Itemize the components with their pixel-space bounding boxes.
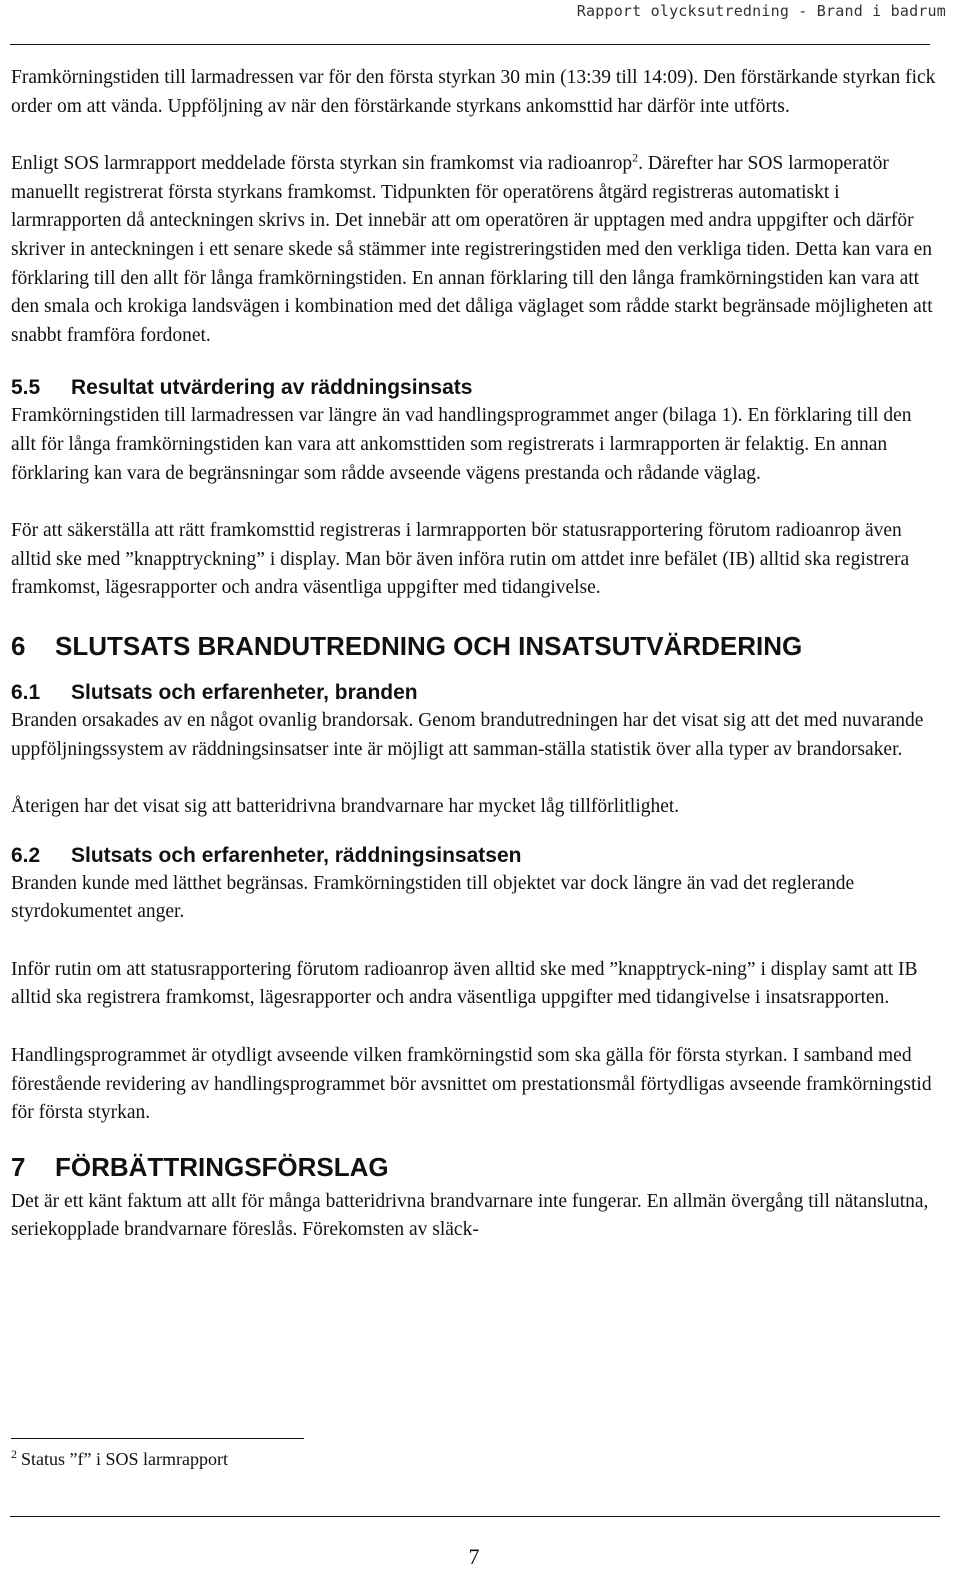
footnote-reference: 2: [632, 150, 639, 165]
section-heading-6: [11, 631, 936, 661]
paragraph-action-program: Handlingsprogrammet är otydligt avseende vilken framkörningstid som ska gälla för första styrkan. I samband med förestående revidering av handlingsprogrammet bör avsnittet om prestationsmål förtydligas avseende framkörningstid för första styrkan.: [11, 1045, 932, 1124]
paragraph-text: . Därefter har SOS larmoperatör manuellt registrerat första styrkans framkomst. Tidpunkten för operatörens åtgärd registreras automatiskt i larmrapporten då anteckningen skrivs in. Det innebär att om operatören är upptagen med andra uppgifter och därför skriver in anteckningen i ett senare skede så stämmer inte registreringstiden med den verkliga tiden. Detta kan vara en förklaring till den allt för långa framkörningstiden. En annan förklaring till den långa framkörningstiden kan vara att den smala och krokiga landsvägen i kombination med det dåliga väglaget som rådde starkt begränsade möjligheten att snabbt framföra fordonet.: [11, 153, 933, 346]
section-title: SLUTSATS BRANDUTREDNING OCH INSATSUTVÄRDERING: [55, 630, 803, 661]
paragraph-response-time: Framkörningstiden till larmadressen var för den första styrkan 30 min (13:39 till 14:09). Den förstärkande styrkan fick order om att vända. Uppföljning av när den förstärkande styrkans ankomsttid har därför inte utförts.: [11, 67, 936, 117]
section-heading-6-2: [11, 842, 936, 870]
section-heading-7: [11, 1152, 936, 1182]
page-content: [11, 64, 936, 1245]
section-number: 6.1: [11, 680, 41, 704]
section-number: 6.2: [11, 843, 41, 867]
header-rule: [10, 44, 930, 45]
section-heading-6-1: [11, 679, 936, 707]
section-title: Slutsats och erfarenheter, branden: [71, 680, 418, 704]
paragraph-routine: Inför rutin om att statusrapportering förutom radioanrop även alltid ske med ”knapptryck-ning” i display samt att IB alltid ska registrera framkomst, lägesrapporter och andra väsentliga uppgifter med tidangivelse i insatsrapporten.: [11, 958, 918, 1009]
paragraph-text: Enligt SOS larmrapport meddelade första styrkan sin framkomst via radioanrop: [11, 153, 633, 175]
paragraph-evaluation: Framkörningstiden till larmadressen var längre än vad handlingsprogrammet anger (bilaga 1). En förklaring till den allt för långa framkörningstiden kan vara att ankomsttiden som registrerats i larmrapporten är felaktig. En annan förklaring kan vara de begränsningar som rådde avseende vägens prestanda och rådande väglag.: [11, 405, 912, 484]
footnote-marker: 2: [11, 1447, 17, 1461]
section-title: Resultat utvärdering av räddningsinsats: [71, 376, 473, 400]
paragraph-containment: Branden kunde med lätthet begränsas. Framkörningstiden till objektet var dock längre än vad det reglerande styrdokumentet anger.: [11, 872, 855, 923]
footer-rule: [10, 1516, 940, 1517]
footnote-text: Status ”f” i SOS larmrapport: [21, 1449, 228, 1469]
section-title: Slutsats och erfarenheter, räddningsinsatsen: [71, 843, 522, 867]
section-heading-5-5: [11, 374, 936, 402]
section-title: FÖRBÄTTRINGSFÖRSLAG: [55, 1151, 389, 1182]
footnote: [11, 1448, 228, 1470]
paragraph-improvements: Det är ett känt faktum att allt för många batteridrivna brandvarnare inte fungerar. En allmän övergång till nätanslutna, seriekopplade brandvarnare föreslås. Förekomsten av släck-: [11, 1190, 929, 1241]
section-number: 6: [11, 630, 26, 661]
page-number: 7: [468, 1544, 480, 1569]
paragraph-sos-report: [11, 150, 936, 350]
footnote-separator: [11, 1438, 304, 1439]
paragraph-status-reporting: För att säkerställa att rätt framkomsttid registreras i larmrapporten bör statusrapportering förutom radioanrop även alltid ske med ”knapptryckning” i display. Man bör även införa rutin om attdet inre befälet (IB) alltid ska registrera framkomst, lägesrapporter och andra väsentliga uppgifter med tidangivelse.: [11, 520, 910, 599]
paragraph-fire-cause: Branden orsakades av en något ovanlig brandorsak. Genom brandutredningen har det visat sig att det med nuvarande uppföljningssystem av räddningsinsatser inte är möjligt att samman-ställa statistik över alla typer av brandorsaker.: [11, 709, 924, 760]
section-number: 7: [11, 1151, 26, 1182]
running-header: Rapport olycksutredning - Brand i badrum: [576, 2, 946, 20]
section-number: 5.5: [11, 376, 41, 400]
paragraph-smoke-detectors: Återigen har det visat sig att batteridrivna brandvarnare har mycket låg tillförlitlighet.: [11, 796, 680, 818]
